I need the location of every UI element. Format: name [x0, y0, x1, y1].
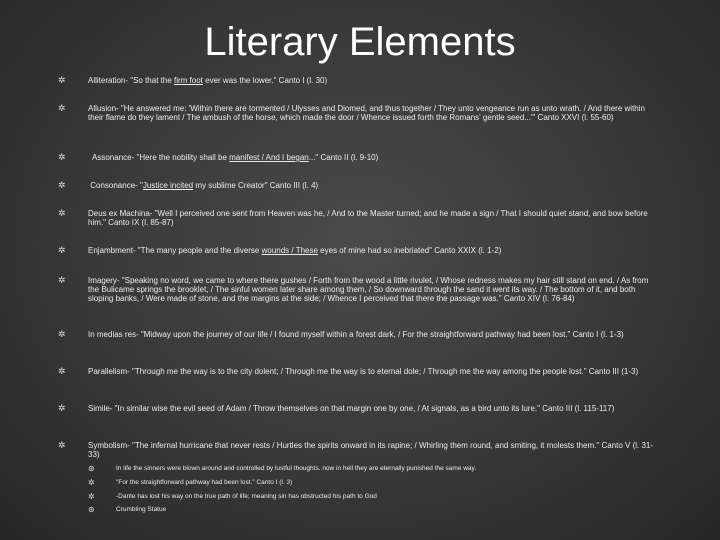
sub-item-text: Crumbling Statue: [116, 506, 167, 513]
bullet-star-icon: ✲: [58, 245, 66, 255]
bullet-star-icon: ✲: [58, 103, 66, 113]
bullet-star-icon: ✲: [58, 75, 66, 85]
item-text: Symbolism- "The infernal hurricane that never rests / Hurtles the spirits onward in its rapine; / Whirling them round, and smiting, it molests them." Canto V (l. 31-33): [88, 441, 654, 459]
bullet-star-icon: ✲: [58, 440, 66, 450]
item-text: Simile- "In similar wise the evil seed of Adam / Throw themselves on that margin one by one, / At signals, as a bird unto its lure." Canto III (l. 115-117): [88, 404, 615, 413]
sub-item-text: "For the straightforward pathway had been lost." Canto I (l. 3): [116, 479, 293, 486]
bullet-star-icon: ✲: [58, 366, 66, 376]
bullet-star-icon: ✲: [88, 478, 95, 487]
bullet-star-icon: ✲: [88, 492, 95, 501]
item-text: Consonance- "Justice incited my sublime Creator" Canto III (l. 4): [88, 181, 319, 190]
item-text: Allusion- "He answered me: 'Within there are tormented / Ulysses and Diomed, and thus together / They unto vengeance run as unto wrath. / And there within their flame do they lament / The ambush of the horse, which made the door / Whence issued forth the Romans' gentle seed...'" Canto XXVI (l. 55-60): [88, 104, 645, 122]
sub-item-text: In life the sinners were blown around and controlled by lustful thoughts. now in hell they are eternally punished the same way.: [116, 465, 477, 472]
item-text: Enjambment- "The many people and the diverse wounds / These eyes of mine had so inebriated" Canto XXIX (l. 1-2): [88, 246, 502, 255]
item-text: Imagery- "Speaking no word, we came to where there gushes / Forth from the wood a little rivulet, / Whose redness makes my hair still stand on end. / As from the Bulicame springs the brooklet, / The sinful women later share among them, / So downward through the sand it went its way. / The bottom of it, and both sloping banks, / Were made of stone, and the margins at the side; / Whence I perceived that there the passage was." Canto XIV (l. 76-84): [88, 276, 649, 303]
item-text: Deus ex Machina- "Well I perceived one sent from Heaven was he, / And to the Master turned; and he made a sign / That I should quiet stand, and bow before him." Canto IX (l. 85-87): [88, 209, 648, 227]
bullet-ring-icon: ⊛: [88, 464, 95, 473]
item-text: Parallelism- "Through me the way is to the city dolent; / Through me the way is to eternal dole; / Through me the way among the people lost." Canto III (1-3): [88, 367, 639, 376]
item-text: Assonance- "Here the nobility shall be manifest / And I began..." Canto II (l. 9-10): [88, 153, 379, 162]
item-text: Alliteration- "So that the firm foot ever was the lower." Canto I (l. 30): [88, 76, 328, 85]
bullet-star-icon: ✲: [58, 329, 66, 339]
item-text: In medias res- "Midway upon the journey of our life / I found myself within a forest dark, / For the straightforward pathway had been lost." Canto I (l. 1-3): [88, 330, 624, 339]
slide-title: Literary Elements: [204, 20, 516, 64]
bullet-star-icon: ✲: [58, 403, 66, 413]
sub-item-text: -Dante has lost his way on the true path of life; meaning sin has obstructed his path to God: [116, 493, 377, 500]
bullet-star-icon: ✲: [58, 152, 66, 162]
bullet-star-icon: ✲: [58, 208, 66, 218]
bullet-star-icon: ✲: [58, 180, 66, 190]
bullet-star-icon: ✲: [58, 275, 66, 285]
bullet-ring-icon: ⊛: [88, 505, 95, 514]
